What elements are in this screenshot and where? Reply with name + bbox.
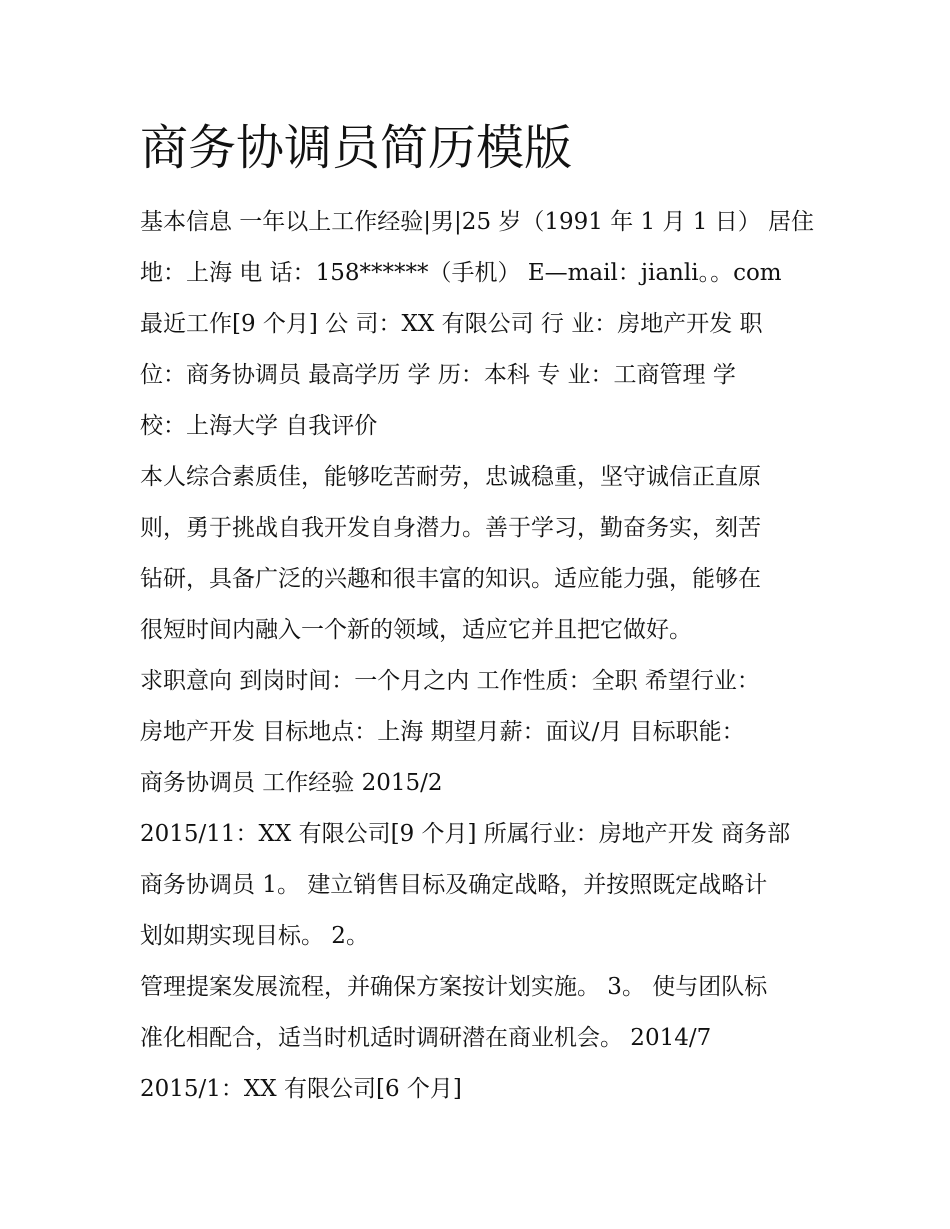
body-line: 基本信息 一年以上工作经验|男|25 岁（1991 年 1 月 1 日） 居住 (140, 209, 815, 235)
body-line: 位：商务协调员 最高学历 学 历：本科 专 业：工商管理 学 (140, 362, 736, 388)
body-line: 钻研，具备广泛的兴趣和很丰富的知识。适应能力强，能够在 (140, 566, 761, 592)
body-line: 商务协调员 1。 建立销售目标及确定战略，并按照既定战略计 (140, 872, 768, 898)
body-line: 求职意向 到岗时间：一个月之内 工作性质：全职 希望行业： (140, 668, 760, 694)
body-line: 商务协调员 工作经验 2015/2 (140, 770, 443, 796)
body-line: 划如期实现目标。 2。 (140, 923, 369, 949)
body-line: 地：上海 电 话：158******（手机） E—mail：jianli。。com (140, 260, 782, 286)
body-line: 房地产开发 目标地点：上海 期望月薪：面议/月 目标职能： (140, 719, 745, 745)
body-line: 则，勇于挑战自我开发自身潜力。善于学习，勤奋务实，刻苦 (140, 515, 761, 541)
body-line: 本人综合素质佳，能够吃苦耐劳，忠诚稳重，坚守诚信正直原 (140, 464, 761, 490)
body-line: 管理提案发展流程，并确保方案按计划实施。 3。 使与团队标 (140, 974, 768, 1000)
body-line: 2015/11：XX 有限公司[9 个月] 所属行业：房地产开发 商务部 (140, 821, 791, 847)
document-body (140, 197, 820, 1115)
document-title: 商务协调员简历模版 (140, 120, 573, 176)
body-line: 很短时间内融入一个新的领域，适应它并且把它做好。 (140, 617, 692, 643)
body-line: 2015/1：XX 有限公司[6 个月] (140, 1076, 462, 1102)
body-line: 校：上海大学 自我评价 (140, 413, 378, 439)
body-line: 准化相配合，适当时机适时调研潜在商业机会。 2014/7 (140, 1025, 712, 1051)
body-line: 最近工作[9 个月] 公 司：XX 有限公司 行 业：房地产开发 职 (140, 311, 763, 337)
